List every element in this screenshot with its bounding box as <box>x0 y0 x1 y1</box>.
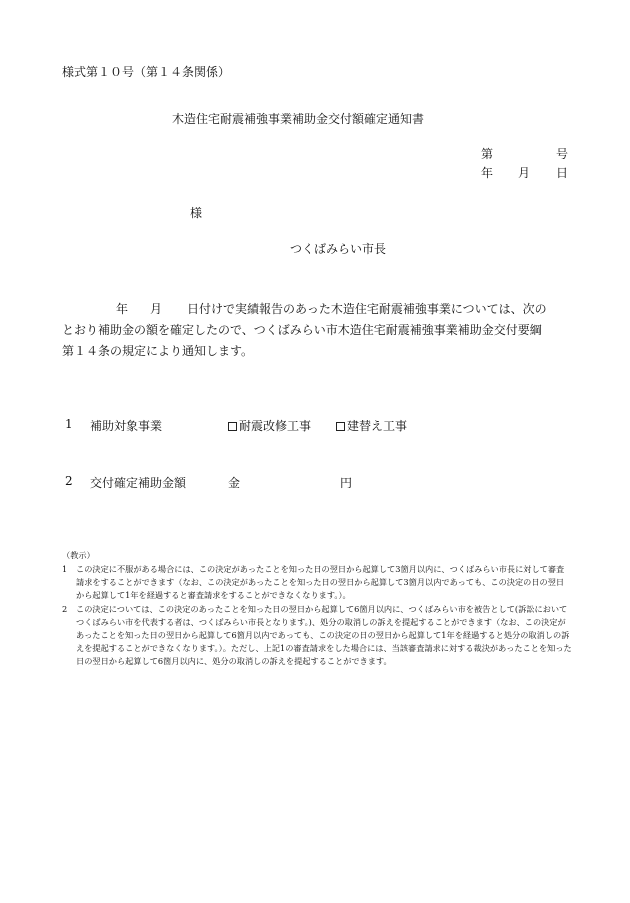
body-month: 月 <box>150 302 163 316</box>
amount-kin: 金 <box>228 476 241 490</box>
item-2-number: 2 <box>65 474 73 488</box>
item-1-number: 1 <box>65 417 73 431</box>
note-text: この決定については、この決定のあったことを知った日の翌日から起算して6箇月以内に、つくばみらい市を被告として(訴訟においてつくばみらい市を代表する者は、つくばみらい市長となります。)、処分の取消しの訴えを提起することができます（なお、この決定があったことを知った日の翌日から起算して6箇月以内であっても、この決定の日の翌日から起算して1年を経過すると処分の取消しの訴えを提起することができなくなります。）。ただし、上記1の審査請求をした場合には、当該審査請求に対する裁決があったことを知った日の翌日から起算して6箇月以内に、処分の取消しの訴えを提起することができます。 <box>76 604 572 666</box>
doc-number-dai: 第 <box>481 147 494 161</box>
note-text: この決定に不服がある場合には、この決定があったことを知った日の翌日から起算して3箇月以内に、つくばみらい市長に対して審査請求をすることができます（なお、この決定があったことを知った日の翌日から起算して3箇月以内であっても、この決定の日の翌日から起算して1年を経過すると審査請求をすることができなくなります。）。 <box>76 564 565 600</box>
note-number: 2 <box>62 604 68 614</box>
body-line3: 第１４条の規定により通知します。 <box>62 344 254 358</box>
note-item <box>62 603 572 668</box>
item-1-label: 補助対象事業 <box>90 419 163 433</box>
amount-yen: 円 <box>340 476 353 490</box>
date-month: 月 <box>518 166 531 180</box>
option-rebuild[interactable] <box>336 417 407 434</box>
body-line1: 日付けで実績報告のあった木造住宅耐震補強事業については、次の <box>187 302 547 316</box>
checkbox-rebuild[interactable] <box>336 422 345 431</box>
option-rebuild-label: 建替え工事 <box>347 419 408 433</box>
checkbox-seismic-retrofit[interactable] <box>228 422 237 431</box>
notes-heading: （教示） <box>62 550 95 560</box>
body-line2: とおり補助金の額を確定したので、つくばみらい市木造住宅耐震補強事業補助金交付要綱 <box>62 323 542 337</box>
doc-number-go: 号 <box>556 147 569 161</box>
item-2-label: 交付確定補助金額 <box>90 476 187 490</box>
note-number: 1 <box>62 564 68 574</box>
addressee-suffix: 様 <box>190 206 203 220</box>
note-item <box>62 563 572 602</box>
form-number: 様式第１０号（第１４条関係） <box>62 65 231 79</box>
date-day: 日 <box>556 166 569 180</box>
option-seismic-retrofit[interactable] <box>228 417 311 434</box>
issuer-name: つくばみらい市長 <box>290 242 387 256</box>
document-title: 木造住宅耐震補強事業補助金交付額確定通知書 <box>172 112 425 126</box>
instruction-notes <box>62 549 572 668</box>
date-year: 年 <box>481 166 494 180</box>
option-seismic-retrofit-label: 耐震改修工事 <box>239 419 312 433</box>
body-year: 年 <box>116 302 129 316</box>
